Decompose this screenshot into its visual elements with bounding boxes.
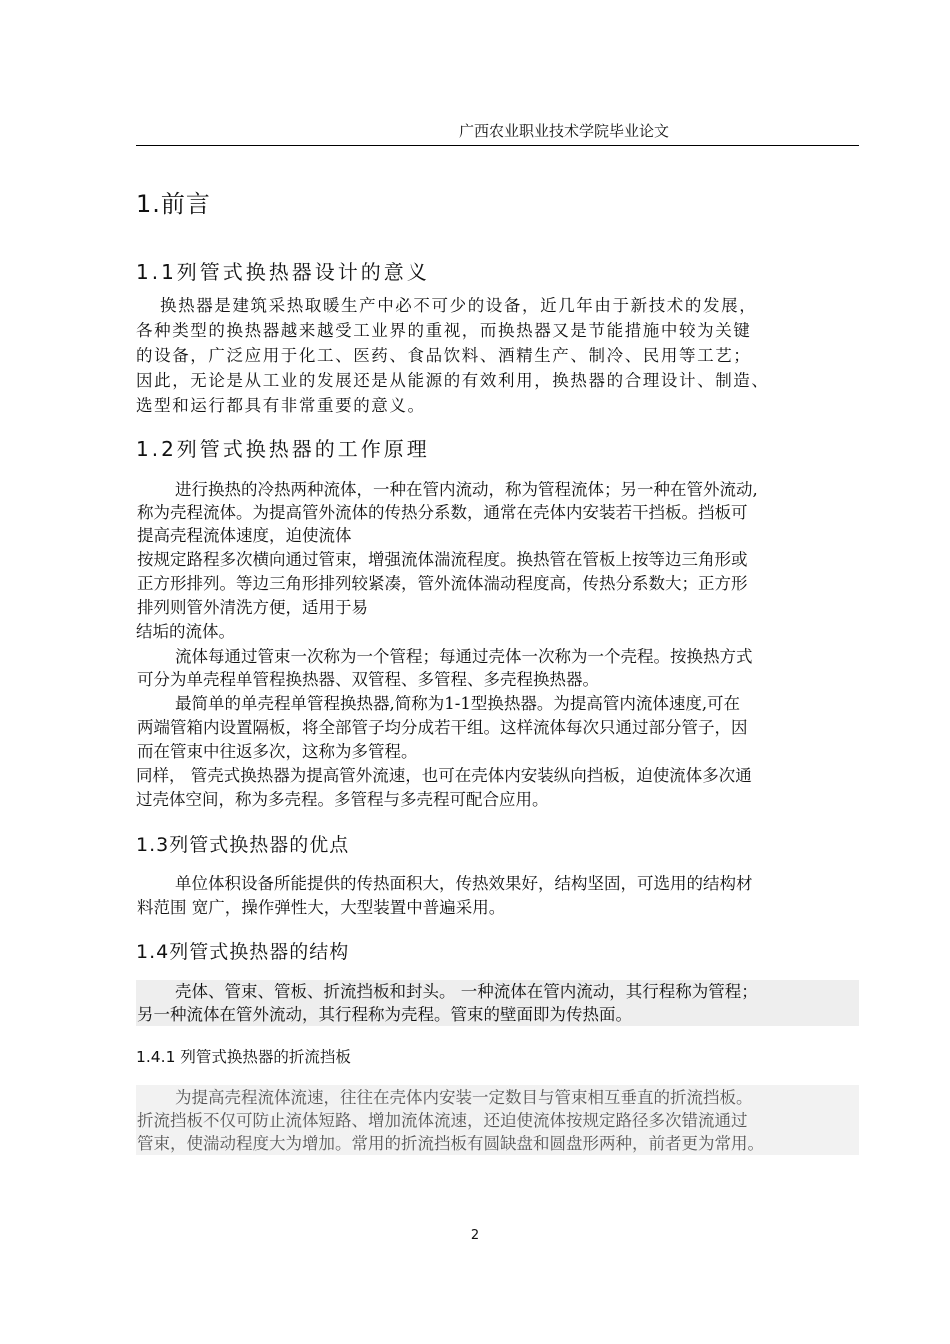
- s12-line: 流体每通过管束一次称为一个管程；每通过壳体一次称为一个壳程。按换热方式: [175, 647, 753, 666]
- s12-line: 结垢的流体。: [136, 622, 235, 641]
- section-1-3-title: 1.3列管式换热器的优点: [136, 834, 350, 856]
- s141-line: 为提高壳程流体流速，往往在壳体内安装一定数目与管束相互垂直的折流挡板。: [175, 1088, 753, 1107]
- s12-line: 正方形排列。等边三角形排列较紧凑，管外流体湍动程度高，传热分系数大；正方形: [137, 574, 748, 593]
- s12-line: 而在管束中往返多次，这称为多管程。: [137, 742, 418, 761]
- s12-line: 同样， 管壳式换热器为提高管外流速，也可在壳体内安装纵向挡板，迫使流体多次通: [136, 766, 752, 785]
- s11-line: 的设备，广泛应用于化工、医药、食品饮料、酒精生产、制冷、民用等工艺；: [136, 346, 752, 365]
- running-header: 广西农业职业技术学院毕业论文: [458, 122, 669, 140]
- s12-line: 两端管箱内设置隔板，将全部管子均分成若干组。这样流体每次只通过部分管子，因: [137, 718, 748, 737]
- s14-line: 另一种流体在管外流动，其行程称为壳程。管束的壁面即为传热面。: [137, 1005, 632, 1024]
- header-rule: [136, 145, 859, 146]
- section-1-4-1-title: 1.4.1 列管式换热器的折流挡板: [136, 1048, 351, 1066]
- s13-line: 单位体积设备所能提供的传热面积大，传热效果好，结构坚固，可选用的结构材: [175, 874, 753, 893]
- s14-line: 壳体、管束、管板、折流挡板和封头。 一种流体在管内流动，其行程称为管程；: [175, 982, 758, 1001]
- section-1-2-title: 1.2列管式换热器的工作原理: [136, 437, 430, 461]
- s12-line: 排列则管外清洗方便，适用于易: [137, 598, 368, 617]
- s11-line: 因此，无论是从工业的发展还是从能源的有效利用，换热器的合理设计、制造、: [136, 371, 770, 390]
- s12-line: 称为壳程流体。为提高管外流体的传热分系数，通常在壳体内安装若干挡板。挡板可: [137, 503, 748, 522]
- s12-line: 提高壳程流体速度，迫使流体: [137, 526, 352, 545]
- s12-line: 过壳体空间，称为多壳程。多管程与多壳程可配合应用。: [136, 790, 549, 809]
- s12-line: 进行换热的冷热两种流体，一种在管内流动，称为管程流体；另一种在管外流动,: [175, 480, 758, 499]
- s11-line: 选型和运行都具有非常重要的意义。: [136, 396, 426, 415]
- s141-line: 管束，使湍动程度大为增加。常用的折流挡板有圆缺盘和圆盘形两种，前者更为常用。: [137, 1134, 764, 1153]
- s11-line: 各种类型的换热器越来越受工业界的重视，而换热器又是节能措施中较为关键: [136, 321, 752, 340]
- s12-line: 按规定路程多次横向通过管束，增强流体湍流程度。换热管在管板上按等边三角形或: [137, 550, 748, 569]
- section-1-1-title: 1.1列管式换热器设计的意义: [136, 260, 430, 284]
- section-1-4-title: 1.4列管式换热器的结构: [136, 941, 350, 963]
- s12-line: 最简单的单壳程单管程换热器,简称为1-1型换热器。为提高管内流体速度,可在: [175, 694, 741, 713]
- s13-line: 料范围 宽广，操作弹性大，大型装置中普遍采用。: [137, 898, 506, 917]
- chapter-title: 1.前言: [136, 190, 211, 218]
- s11-line: 换热器是建筑采热取暖生产中必不可少的设备，近几年由于新技术的发展，: [160, 296, 758, 315]
- s141-line: 折流挡板不仅可防止流体短路、增加流体流速，还迫使流体按规定路径多次错流通过: [137, 1111, 748, 1130]
- s12-line: 可分为单壳程单管程换热器、双管程、多管程、多壳程换热器。: [137, 670, 599, 689]
- page-number: 2: [470, 1228, 480, 1243]
